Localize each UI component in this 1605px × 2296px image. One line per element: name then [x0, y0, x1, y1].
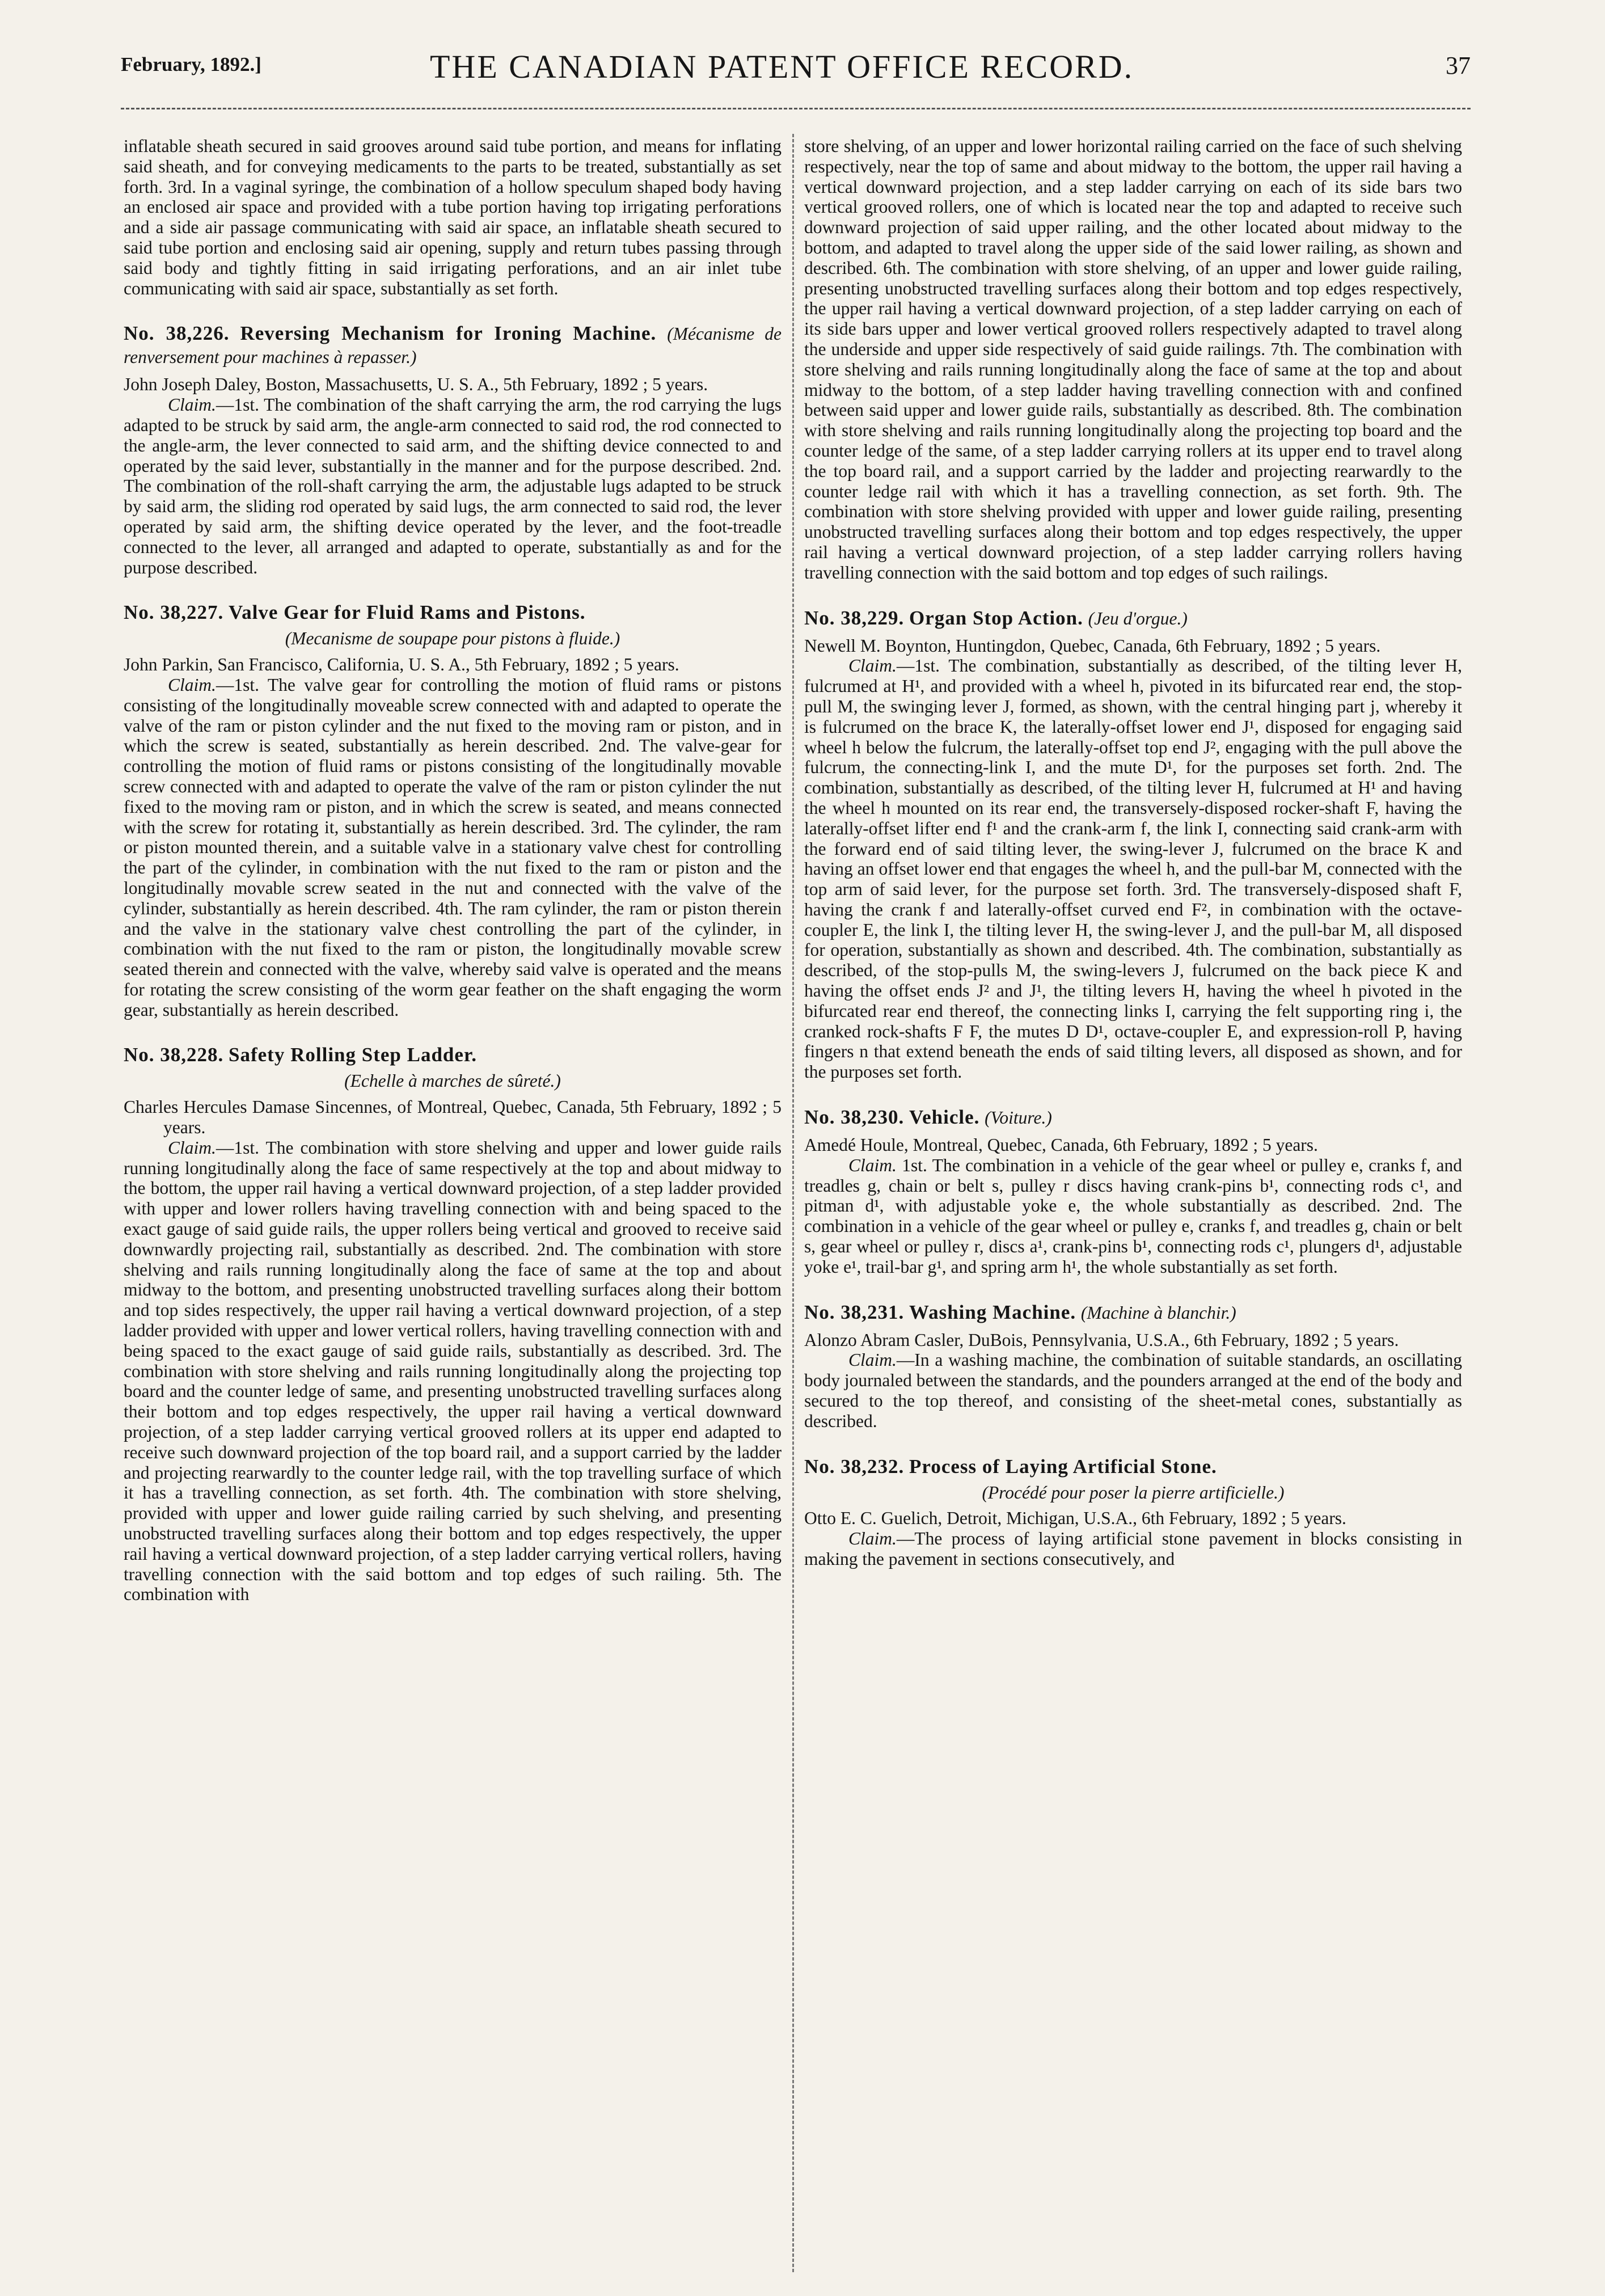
patent-number: No. 38,228. [124, 1044, 224, 1066]
claim-label: Claim. [168, 1137, 216, 1158]
patent-title: Organ Stop Action. [909, 606, 1083, 629]
patent-entry [804, 1455, 1462, 1569]
left-column [124, 136, 782, 2274]
patent-title: Washing Machine. [909, 1301, 1076, 1323]
claim-label: Claim. [848, 1350, 897, 1370]
patent-entry [124, 322, 782, 577]
claim-text [124, 1138, 782, 1605]
french-title: (Procédé pour poser la pierre artificielle.) [982, 1482, 1285, 1502]
patent-entry [804, 1301, 1462, 1432]
claim-body: —1st. The combination with store shelving and upper and lower guide rails running longitudinally along the face of same respectively at the top and about midway to the bottom, the upper rail having a vertical downward projection, of a step ladder provided with upper and lower rollers having travelling connection with and being spaced to the exact gauge of said guide rails, the upper rollers being vertical and grooved to receive said downwardly projecting rail, substantially as described. 2nd. The combination with store shelving and rails running longitudinally along the face of same at the top and about midway to the bottom, and presenting unobstructed travelling surfaces along their bottom and top sides respectively, the upper rail having a vertical downward projection, of a step ladder provided with upper and lower vertical rollers, having travelling connection with and being spaced to the exact gauge of said guide rails, substantially as described. 3rd. The combination with store shelving and rails running longitudinally along the projecting top board and the counter ledge of same, and presenting unobstructed travelling surfaces along their bottom and top edges respectively, the upper rail having a vertical downward projection, of a step ladder carrying vertical grooved rollers at its upper end adapted to receive such downward projection of the top board rail, and a support carried by the ladder and projecting rearwardly to the counter ledge rail, with the top travelling surface of which it has a travelling connection, as set forth. 4th. The combination with store shelving, provided with upper and lower guide railing carried by such shelving, and presenting unobstructed travelling surfaces along their bottom and top edges respectively, the upper rail having a vertical downward projection, of a step ladder carrying vertical rollers, having travelling connection with the said bottom and top edges of such railing. 5th. The combination with [124, 1137, 782, 1605]
patent-entry [124, 1044, 782, 1605]
entry-heading [804, 1455, 1462, 1478]
inventor-line: Charles Hercules Damase Sincennes, of Montreal, Quebec, Canada, 5th February, 1892 ; 5 years. [124, 1097, 782, 1138]
page-header [121, 48, 1471, 87]
claim-body: —The process of laying artificial stone pavement in blocks consisting in making the pavement in sections consecutively, and [804, 1529, 1462, 1569]
inventor-line: John Joseph Daley, Boston, Massachusetts, U. S. A., 5th February, 1892 ; 5 years. [124, 374, 708, 395]
french-title: (Mecanisme de soupape pour pistons à fluide.) [285, 628, 620, 649]
claim-label: Claim. [168, 395, 216, 415]
claim-body: —1st. The valve gear for controlling the motion of fluid rams or pistons consisting of the longitudinally moveable screw connected with and adapted to operate the valve of the ram or piston cylinder and the nut fixed to the moving ram or piston, and in which the screw is seated, substantially as herein described. 2nd. The valve-gear for controlling the motion of fluid rams or pistons consisting of the longitudinally movable screw connected with and adapted to operate the valve of the ram or piston cylinder the nut fixed to the moving ram or piston, and in which the screw is seated, and means connected with the screw for rotating it, substantially as herein described. 3rd. The cylinder, the ram or piston mounted therein, and a suitable valve in a stationary valve chest for controlling the part of the cylinder, in combination with the nut fixed to the ram or piston and the longitudinally movable screw seated in the nut and connected with the valve of the cylinder, substantially as herein described. 4th. The ram cylinder, the ram or piston therein and the valve in the stationary valve chest controlling the part of the cylinder, in combination with the nut fixed to the ram or piston, the longitudinally movable screw seated therein and connected with the valve, whereby said valve is operated and the means for rotating the screw consisting of the worm gear feather on the shaft engaging the worm gear, substantially as herein described. [124, 674, 782, 1020]
claim-text [804, 656, 1462, 1082]
inventor-line: Amedé Houle, Montreal, Quebec, Canada, 6th February, 1892 ; 5 years. [804, 1135, 1318, 1155]
claim-label: Claim. [848, 656, 897, 676]
claim-body: —In a washing machine, the combination of suitable standards, an oscillating body journaled between the standards, and the pounders arranged at the end of the body and secured to the top thereof, and consisting of the sheet-metal cones, substantially as described. [804, 1350, 1462, 1431]
page-number: 37 [1446, 52, 1471, 79]
claim-text [804, 1155, 1462, 1277]
inventor-line: John Parkin, San Francisco, California, U. S. A., 5th February, 1892 ; 5 years. [124, 655, 679, 675]
patent-entry [804, 607, 1462, 1083]
entry-heading [124, 601, 782, 624]
claim-label: Claim. [848, 1529, 897, 1549]
publication-title: THE CANADIAN PATENT OFFICE RECORD. [430, 48, 1134, 85]
claim-label: Claim. [168, 674, 216, 695]
patent-entry [804, 1106, 1462, 1277]
entry-heading [804, 1301, 1462, 1324]
french-title: (Machine à blanchir.) [1080, 1302, 1236, 1323]
entry-heading [804, 1106, 1462, 1129]
french-title: (Echelle à marches de sûreté.) [344, 1071, 561, 1091]
entry-heading [804, 607, 1462, 630]
header-rule [121, 108, 1471, 109]
patent-title: Valve Gear for Fluid Rams and Pistons. [229, 601, 586, 624]
patent-number: No. 38,226. [124, 322, 230, 345]
patent-number: No. 38,231. [804, 1301, 905, 1323]
patent-number: No. 38,229. [804, 606, 905, 629]
claim-body: 1st. The combination in a vehicle of the gear wheel or pulley e, cranks f, and treadles g, chain or belt s, pulley r discs having crank-pins b¹, connecting rods c¹, and pitman d¹, with adjustable yoke e, the whole substantially as described. 2nd. The combination in a vehicle of the gear wheel or pulley e, cranks f, and treadles g, chain or belt s, gear wheel or pulley r, discs a¹, crank-pins b¹, connecting rods c¹, plungers d¹, adjustable yoke e¹, trail-bar g¹, and spring arm h¹, the whole substantially as set forth. [804, 1155, 1462, 1277]
french-title: (Voiture.) [985, 1108, 1052, 1128]
patent-title: Vehicle. [909, 1106, 980, 1129]
french-title: (Mécanisme de renversement pour machines à repasser.) [124, 324, 782, 368]
patent-title: Safety Rolling Step Ladder. [229, 1044, 478, 1066]
claim-text [124, 395, 782, 577]
claim-label: Claim. [848, 1155, 897, 1175]
inventor-line: Newell M. Boynton, Huntingdon, Quebec, Canada, 6th February, 1892 ; 5 years. [804, 635, 1381, 656]
claim-text [804, 1529, 1462, 1569]
claim-text [804, 1350, 1462, 1431]
claim-body: —1st. The combination, substantially as described, of the tilting lever H, fulcrumed at H¹, and provided with a wheel h, pivoted in its bifurcated rear end, the stop-pull M, the swinging lever J, formed, as shown, with the central hinging part j, whereby it is fulcrumed on the brace K, the laterally-offset lower end J¹, disposed for engaging said wheel h below the fulcrum, the laterally-offset top end J², engaging with the pull above the fulcrum, the connecting-link I, and the mute D¹, for the purposes set forth. 2nd. The combination, substantially as described, of the tilting lever H, fulcrumed at H¹ and having the wheel h mounted on its rear end, the transversely-disposed rocker-shaft F, having the laterally-offset lifter end f¹ and the crank-arm f, the link I, connecting said crank-arm with the forward end of said tilting lever, the swing-lever J, fulcrumed on the brace K and having an offset lower end that engages the wheel h, and the pull-bar M, connected with the top arm of said lever, for the purpose set forth. 3rd. The transversely-disposed shaft F, having the crank f and laterally-offset curved end F², in combination with the octave-coupler E, the link I, the tilting lever H, the swing-lever J, and the pull-bar M, all disposed for operation, substantially as shown and described. 4th. The combination, substantially as described, of the stop-pulls M, the swing-levers J, fulcrumed on the back piece K and having the offset ends J² and J¹, the tilting levers H, having the wheel h pivoted in the bifurcated rear end thereof, the connecting links I, carrying the felt supporting ring i, the cranked rock-shafts F F, the mutes D D¹, octave-coupler E, and expression-roll P, having fingers n that extend beneath the ends of said tilting levers, all disposed as shown, and for the purposes set forth. [804, 656, 1462, 1082]
patent-entry [124, 601, 782, 1020]
patent-number: No. 38,232. [804, 1455, 905, 1478]
patent-title: Reversing Mechanism for Ironing Machine. [240, 322, 657, 345]
issue-date: February, 1892.] [121, 53, 261, 75]
column-divider [792, 134, 794, 2272]
entry-heading [124, 1044, 782, 1066]
claim-body: —1st. The combination of the shaft carrying the arm, the rod carrying the lugs adapted to be struck by said arm, the angle-arm connected to said rod, the rod connected to the angle-arm, the lever connected to said arm, and the shifting device connected to and operated by the said lever, substantially in the manner and for the purpose described. 2nd. The combination of the roll-shaft carrying the arm, the adjustable lugs adapted to be struck by said arm, the sliding rod operated by said lugs, the arm connected to said rod, the lever operated by said arm, the shifting device operated by the lever, and the foot-treadle connected to the lever, all arranged and adapted to operate, substantially as and for the purpose described. [124, 395, 782, 577]
french-title: (Jeu d'orgue.) [1088, 608, 1188, 628]
patent-number: No. 38,227. [124, 601, 224, 624]
continued-claim-text: store shelving, of an upper and lower horizontal railing carried on the face of such shelving respectively, near the top of same and about midway to the bottom, the upper rail having a vertical downward projection, and a step ladder carrying on each of its side bars two vertical grooved rollers, one of which is located near the top and adapted to receive such downward projection of said upper railing, and the other located about midway to the bottom, and adapted to travel along the upper side of the said lower railing, as shown and described. 6th. The combination with store shelving, of an upper and lower guide railing, presenting unobstructed travelling surfaces along their bottom and top edges respectively, the upper rail having a vertical downward projection, of a step ladder carrying on each of its side bars upper and lower vertical grooved rollers respectively adapted to travel along the underside and upper side respectively of said guide railings. 7th. The combination with store shelving and rails running longitudinally along the face of same at the top and about midway to the bottom, of a step ladder having travelling connection with and confined between said upper and lower guide rails, substantially as described. 8th. The combination with store shelving and rails running longitudinally along the projecting top board and the counter ledge of the same, of a step ladder carrying rollers at its upper end to travel along the top board rail, and a support carried by the ladder and projecting rearwardly to the counter ledge rail with which it has a travelling connection, as set forth. 9th. The combination with store shelving provided with upper and lower guide railing, presenting unobstructed travelling surfaces along their bottom and top edges respectively, the upper rail having a vertical downward projection, of a step ladder carrying rollers having travelling connection with the said bottom and top edges of such railings. [804, 136, 1462, 583]
inventor-line: Otto E. C. Guelich, Detroit, Michigan, U.S.A., 6th February, 1892 ; 5 years. [804, 1508, 1346, 1529]
claim-text [124, 675, 782, 1020]
patent-number: No. 38,230. [804, 1106, 905, 1129]
inventor-line: Alonzo Abram Casler, DuBois, Pennsylvania, U.S.A., 6th February, 1892 ; 5 years. [804, 1330, 1399, 1350]
right-column [804, 136, 1462, 2274]
patent-title: Process of Laying Artificial Stone. [909, 1455, 1217, 1478]
continued-claim-text: inflatable sheath secured in said grooves around said tube portion, and means for inflating said sheath, and for conveying medicaments to the parts to be treated, substantially as set forth. 3rd. In a vaginal syringe, the combination of a hollow speculum shaped body having an enclosed air space and provided with a tube portion having top irrigating perforations and a side air passage communicating with said air space, an inflatable sheath secured to said tube portion and enclosing said air opening, supply and return tubes passing through said body and tightly fitting in said irrigating perforations, and an air inlet tube communicating with said air space, substantially as set forth. [124, 136, 782, 298]
entry-heading [124, 322, 782, 369]
